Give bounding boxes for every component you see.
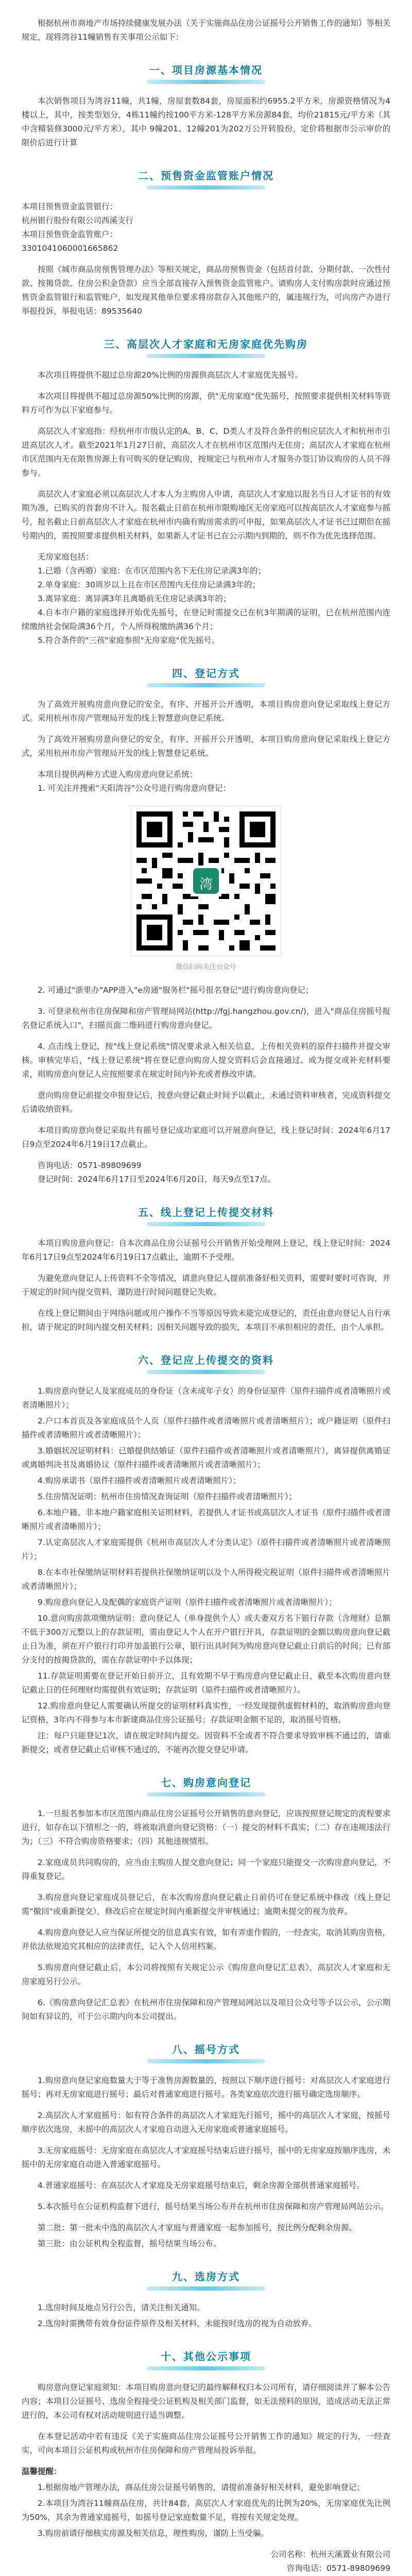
paragraph: 在线上登记期间由于网络问题或用户操作不当等原因导致未能完成登记的，责任由意向登记人自行承担，请于规定的时间内提交相关材料；因相关问题导致的损失，本项目不承担相应的责任，由个人承担。 <box>22 1309 390 1332</box>
list-item: 3.婚姻状况证明材料：已婚提供结婚证（原件扫描件或者清晰照片或者清晰照片），离异提供离婚证或离婚判决书及离婚协议（原件扫描件或者清晰照片或者清晰照片）； <box>22 1446 390 1469</box>
section-underline <box>147 1792 265 1797</box>
list-item: 4.购房意向登记人应当保证所提交的信息真实有效，如有弄虚作假的，一经查实，取消其购房资格，并依法依规追究其相应的法律责任，记入个人信用档案。 <box>22 1928 390 1951</box>
contact-phone: 咨询电话：0571-89809699 <box>38 1161 142 1170</box>
paragraph: 无房家庭包括： <box>38 552 94 562</box>
paragraph: 本项目预售资金监管账户： <box>22 230 118 239</box>
closing-paragraph: 在本登记活动中若有违反《关于实施商品住房公证摇号公开销售工作的通知》规定的行为，一经查实，可向本项目公证机构或杭州市住房保障和房产管理局投诉举报。 <box>22 2432 390 2455</box>
paragraph: 本次项目将提供不超过总房源50%比例的房源，供"无房家庭"优先摇号，按照要求提供相关材料等资料方可作为以下家庭参与。 <box>22 392 390 415</box>
paragraph: 本项目预售资金监管银行： <box>22 202 118 211</box>
section-title: 三、高层次人才家庭和无房家庭优先购房 <box>104 338 308 350</box>
list-item: 12.购房意向登记人需要确认所提交的证明材料真实性，一经发现提供虚假材料的，取消购房意向登记资格，3年内不得参与本市新建商品住房公证摇号；存款证明金额不足的，取消摇号资格。 <box>22 1701 390 1724</box>
paragraph: 本项目提供两种方式进入购房意向登记系统： <box>38 770 198 779</box>
list-item: 3.无房家庭摇号：无房家庭在高层次人才家庭摇号结束后进行摇号，摇中的无房家庭按顺序选房，未摇中的无房家庭自动进入普通家庭摇号。 <box>22 2146 390 2169</box>
list-item: 5.本次摇号在公证机构监督下进行，摇号结果当场公布并在杭州市住房保障和房产管理局网站公示。 <box>38 2202 389 2211</box>
list-item: 8.在本市社保缴纳证明材料若提供社保缴纳证明以及个人所得税完税证明（原件扫描件或者清晰照片或者清晰照片）； <box>22 1568 390 1591</box>
section-header <box>22 2041 390 2063</box>
list-item: 9.购房意向登记人及配偶的家庭资产证明（原件扫描件或者清晰照片或者清晰照片）； <box>38 1598 337 1607</box>
paragraph: 高层次人才家庭指：经杭州市市级认定的A、B、C、D类人才及符合条件的相应层次人才和杭州市引进高层次人才。截至2021年1月27日前，高层次人才在杭州市区范围内无住房；高层次人才家庭在杭州市区范围内无在限售房源上有可购买的登记购房，按规定已与杭州市人才服务办签订协议购房的人员不得参与。 <box>22 427 390 478</box>
section-underline <box>147 683 265 687</box>
list-item: 2.单身家庭：30周岁以上且在市区范围内无住房记录满3年的； <box>38 580 260 589</box>
list-item: 7.认定高层次人才家庭需提供《杭州市高层次人才分类认定》（原件扫描件或者清晰照片或者清晰照片）； <box>22 1538 390 1561</box>
tip-item: 1.根据房地产管理办法，商品住房公证摇号销售的，请提前准备好相关材料，避免影响登记； <box>38 2483 365 2492</box>
list-item: 2.家庭成员共同购房的，应当由主购房人提交意向登记；同一个家庭只能提交一次购房意向登记，不得重复登记。 <box>22 1858 390 1881</box>
section-header <box>22 1774 390 1797</box>
tip-item: 2.本项目为湾谷11幢商品住房，共计84套，高层次人才家庭优先的比例为20%，无房家庭优先比例为50%，其余为普通家庭摇号，如摇号登记家庭数量不足，将按有关规定处理。 <box>22 2499 390 2522</box>
list-item: 6.《购房意向登记汇总表》在杭州市住房保障和房产管理局网站以及项目公众号等予以公示，公示期间如有异议的，可于公示期内向本公司提出。 <box>22 1998 390 2021</box>
paragraph: 2. 可通过"浙里办"APP进入"e房通"服务栏"摇号报名登记"进行购房意向登记； <box>38 986 314 995</box>
section-underline <box>147 185 265 190</box>
list-item: 1.已婚（含再婚）家庭：在市区范围内名下无住房记录满3年的； <box>38 566 266 575</box>
list-item: 4.自本市户籍的家庭选择开始优先摇号，在登记时需提交已在杭3年期满的证明，已在杭州范围内连续缴纳社会保险满36个月，个人所得税缴纳满36个月； <box>22 608 390 631</box>
section-underline <box>147 354 265 358</box>
list-item: 2.高层次人才家庭摇号：如有符合条件的高层次人才家庭先行摇号，摇中的高层次人才家庭，按摇号顺序依次选房，未摇中的高层次人才家庭自动进入无房家庭或普通家庭摇号。 <box>22 2111 390 2134</box>
section-header <box>22 1352 390 1374</box>
list-item: 2.选房时需携带有效身份证件原件及相关材料，未能按时选房的视为自动放弃。 <box>38 2319 317 2328</box>
section-title: 八、摇号方式 <box>172 2043 240 2056</box>
paragraph: 意向购房登记前提交申报登记后，按意向登记截止时间予以截止，未通过资料审核者，完成资料提交后请收纳资料。 <box>22 1091 390 1114</box>
section-title: 九、选房方式 <box>172 2270 240 2283</box>
qr-code-caption: 微信扫码关注公众号 <box>176 963 236 971</box>
section-underline <box>147 2366 265 2370</box>
qr-code[interactable] <box>131 806 281 956</box>
paragraph: 本项目购房意向登记采取共有摇号登记成功家庭可以开展意向登记，线上登记时间：2024年6月17日9点至2024年6月19日17点截止。 <box>22 1126 390 1149</box>
section-header <box>22 665 390 687</box>
paragraph: 杭州银行股份有限公司西溪支行 <box>22 216 134 225</box>
list-item: 4.普通家庭摇号：在高层次人才家庭及无房家庭摇号结束后，剩余房源全部供普通家庭摇号。 <box>38 2181 365 2190</box>
svg-text:湾: 湾 <box>199 877 213 892</box>
list-item: 3.离异家庭：离异满3年且离婚前无住房记录满3年的； <box>38 594 231 603</box>
list-item: 4.购房承诺书（原件扫描件或者清晰照片或者清晰照片）； <box>38 1476 241 1485</box>
paragraph: 购房意向登记家庭须知：本项目购房意向登记的最终解释权归本公司所有，请仔细阅读并了解本公告内容；本项目公证摇号、选房全程接受公证机构及相关部门监督，如无法预料的原因，造成活动无法正常进行的，本公司有权对活动规则进行适当调整。 <box>22 2383 390 2420</box>
paragraph: 本次项目将提供不超过总房源20%比例的房源供高层次人才家庭优先摇号。 <box>38 370 303 380</box>
note: 注：每户只能登记1次，请在规定时间内提交。因资料不全或者不符合要求导致审核不通过的，请重新提交；或者登记截止后审核不通过的，不能再次提交登记申请。 <box>22 1731 390 1754</box>
list-item: 5.住房情况证明：杭州市住房情况查询证明（原件扫描件或者清晰照片）； <box>38 1492 297 1501</box>
qr-code-icon <box>131 806 281 956</box>
list-item: 5.符合条件的"三孩"家庭参照"无房家庭"优先摇号。 <box>38 636 220 645</box>
paragraph: 按照《城市商品房预售管理办法》等相关规定，商品房预售资金（包括首付款、分期付款、一次性付款、按揭贷款、住房公积金贷款）应当全部直接存入预售资金监管账户。请购房人支付购房款时应通过预售资金监管银行和监管账户，如发现其他单位要求将房款存入其他账户的，属违规行为，可向房产办进行举报投诉，举报电话：89535640 <box>22 265 390 316</box>
section-title: 六、登记应上传提交的资料 <box>138 1354 274 1366</box>
section-header <box>22 2348 390 2370</box>
list-item: 6.本地户籍、非本地户籍家庭相关证明材料，若提供人才证书或高层次人才证书（原件扫描件或者清晰照片或者清晰照片）； <box>22 1508 390 1531</box>
paragraph: 为避免意向登记人上传资料不全等情况，请意向登记人提前准备好相关资料，需要时要时可咨询，并于规定的时间内提交资料，谨防进行时间问题登记失败。 <box>22 1274 390 1297</box>
section-title: 二、预售资金监管账户情况 <box>138 170 274 182</box>
paragraph: 4. 点击线上登记，按"线上登记系统"情况要求录入相关信息，上传相关资料的原件扫描件并提交审核。审核完毕后，"线上登记系统"将在登记意向购房人提交资料后会直接通过、或为提交或补充材料要求，则购房意向登记人应按照要求在规定时间内补充或者修改申请。 <box>22 1042 390 1079</box>
section-header <box>22 2268 390 2291</box>
tip-item: 3.购房前请仔细核实房源及相关信息，理性购房，谨防上当受骗。 <box>38 2529 269 2538</box>
registration-time: 登记时间：2024年6月17日至2024年6月20日，每天9点至17点。 <box>38 1175 276 1184</box>
section-underline <box>147 2286 265 2291</box>
paragraph: 为了高效开展购房意向登记的安全，有序、开摇开公开透明，本项目购房意向登记采取线上登记方式，采用杭州市房产管理局开发的线上智慧登记系统。 <box>22 735 390 758</box>
section-header <box>22 1204 390 1226</box>
list-item: 10.意向购房款项缴纳证明：意向登记人（单身提供个人）或夫妻双方名下银行存款（含理财）总额不低于300万元整以上的存款证明，需由登记人个人在开户银行开具，存款证明的金额以购房意向登记截止日为准，须在开户银行打印并加盖银行公章，银行出具时间为购房意向登记截止日前后的时间；已有部分支付的按揭贷款的，需在存款证明中予以体现； <box>22 1614 390 1665</box>
paragraph: 本次销售项目为湾谷11幢，共1幢，房屋套数84套，房屋面积约6955.2平方米，房源资格情况为4楼以上，其中，按类型划分，4栋11幢约按100平方米-128平方米房源84套，均价21815元/平方米（其中含精装修3000元/平方米），其中 9幢201、12幢201为202万公开转股份，定价将根据市公示审价的限价后进行计算 <box>22 96 390 147</box>
list-item: 3.购房意向登记家庭成员登记后，在本次购房意向登记截止日前仍可在登记系统中修改（线上登记需"撤回"或重新提交），修改后应在规定时间内重新提交并审核通过；逾期未提交的视为放弃。 <box>22 1893 390 1916</box>
section-underline <box>147 1222 265 1226</box>
section-title: 五、线上登记上传提交材料 <box>138 1206 274 1218</box>
list-item: 1.一旦报名参加本市区范围内商品住房公证摇号公开销售的意向登记，应该按照登记规定的流程要求进行，如存在以下情形之一的，将被取消意向登记资格：（一）提交的材料不真实；（二）存在违规违法行为；（三）不符合购房资格要求；（四）其他违规情形。 <box>22 1809 390 1846</box>
list-item: 5.购房意向登记截止后，本公司将按照有关规定公示《购房意向登记汇总表》，高层次人才家庭和无房家庭另行公示。 <box>22 1963 390 1986</box>
section-underline <box>147 2059 265 2063</box>
qr-code-block <box>22 806 390 971</box>
list-item: 1.购房意向登记人及家庭成员的身份证（含未成年子女）的身份证原件（原件扫描件或者清晰照片或者清晰照片）； <box>22 1386 390 1410</box>
account-number: 3301041060001665862 <box>22 244 118 253</box>
list-item: 第二批：第一批未中选的高层次人才家庭与普通家庭一起参加摇号，按比例分配剩余房源。 <box>38 2223 357 2232</box>
list-item: 1.购房意向登记家庭数量大于等于准售房源数量的，按照以下顺序进行摇号：对高层次人才家庭进行摇号；再对无房家庭进行摇号；最后对普通家庭进行摇号。各类家庭依次进行摇号确定选房顺序。 <box>22 2076 390 2099</box>
list-item: 2.户口本首页及各家庭成员个人页（原件扫描件或者清晰照片或者清晰照片）；或户籍证明（原件扫描件或者清晰照片或者清晰照片）； <box>22 1416 390 1439</box>
company-phone: 咨询电话：0571-89809699 <box>286 2564 390 2573</box>
section-title: 四、登记方式 <box>172 667 240 680</box>
section-title: 十、其他公示事项 <box>161 2350 251 2363</box>
section-header <box>22 167 390 190</box>
list-item: 1.选房时间及地点另行公告，请关注相关通知。 <box>38 2303 205 2312</box>
paragraph: 3. 可登录杭州市住房保障和房产管理局网站(http://fgj.hangzhou.gov.cn/)，进入"商品住房摇号报名登记系统入口"，扫描页面二维码进行购房意向登记。 <box>22 1007 390 1030</box>
section-header <box>22 336 390 358</box>
paragraph: 1. 可关注并搜索"天阳湾谷"公众号进行购房意向登记： <box>38 784 231 793</box>
company-name: 公司名称：杭州天溪置业有限公司 <box>270 2550 390 2559</box>
paragraph: 本项目购房意向登记：自本次商品住房公证摇号公开销售开始受理网上登记，线上登记时间：2024年6月17日9点至2024年6月19日17点截止，逾期不予受理。 <box>22 1239 390 1262</box>
section-title: 七、购房意向登记 <box>161 1776 251 1789</box>
section-underline <box>147 80 265 84</box>
section-header <box>22 62 390 84</box>
intro-paragraph: 根据杭州市商地产市场持续健康发展办法（关于实施商品住房公证摇号公开销售工作的通知）等相关规定，现将湾谷11幢销售有关事项公示如下： <box>22 19 390 42</box>
list-item: 11.存款证明需要在登记开始日前开立，且有效期不早于购房意向登记截止日，截至本次购房意向登记截止日的任何理财均需提供有效证明；存款证明（原件扫描件或者清晰照片）。 <box>22 1671 390 1694</box>
paragraph: 为了高效开展购房意向登记的安全，有序、开摇开公开透明，本项目购房意向登记采取线上登记方式。采用杭州市房产管理局开发的线上智慧意向登记系统。 <box>22 700 390 723</box>
paragraph: 高层次人才家庭必须以高层次人才本人为主购房人申请，高层次人才家庭以报名当日人才证书的有效期为准，已购买的首套房不计入。报名截止日前在杭州市限购地区无房家庭可以按高层次人才家庭参与摇号，报名截止日前高层次人才家庭在杭州市内确有购房需求的可申报，如果高层次人才证书已过期但在摇号期内的，需按照要求提供相关材料，如果新人才证书已在公示期内到期的，则不作为优先选择范围。 <box>22 489 390 540</box>
list-item: 第三批：由公证机构全程监督，摇号结果当场公布。 <box>38 2239 221 2248</box>
section-title: 一、项目房源基本情况 <box>149 64 263 76</box>
tips-title: 温馨提醒： <box>22 2467 62 2476</box>
section-underline <box>147 1370 265 1374</box>
